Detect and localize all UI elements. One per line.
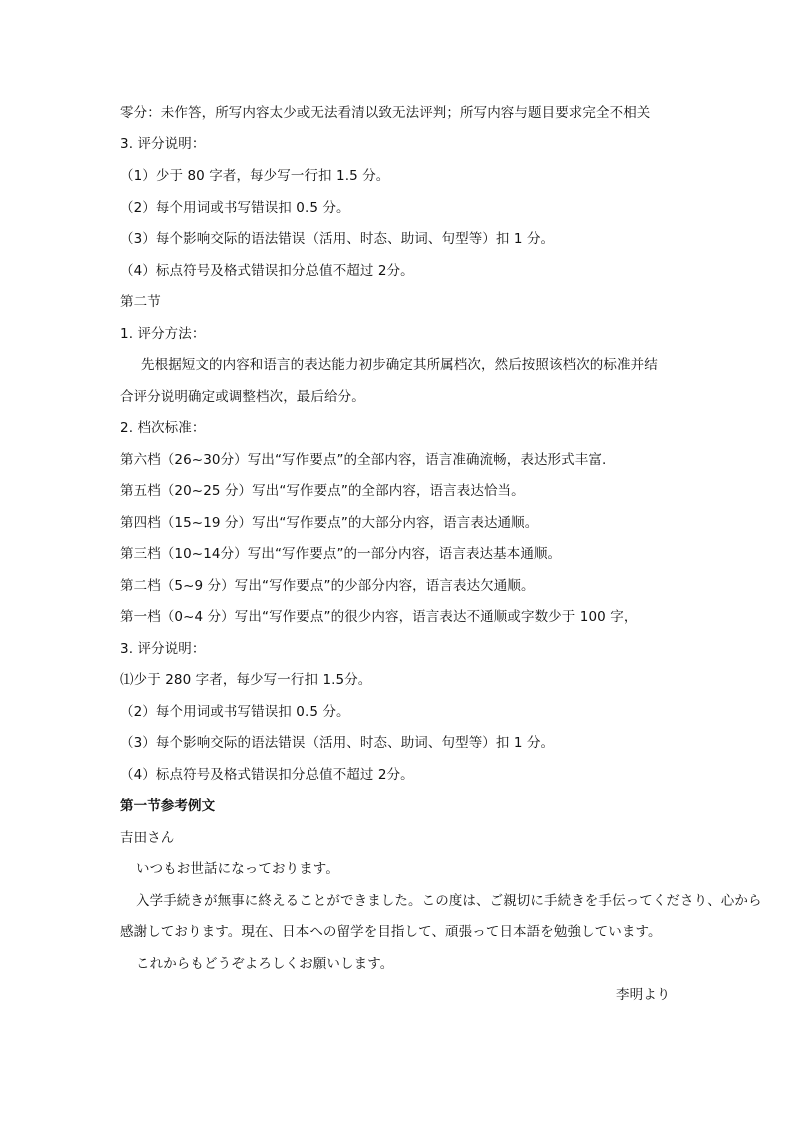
section-heading: 第二节 bbox=[120, 294, 161, 310]
text-line: 3. 评分说明： bbox=[120, 641, 206, 657]
text-line: 第三档（10~14分）写出“写作要点”的一部分内容，语言表达基本通顺。 bbox=[120, 546, 562, 562]
text-line: 第二档（5~9 分）写出“写作要点”的少部分内容，语言表达欠通顺。 bbox=[120, 578, 535, 594]
letter-signature: 李明より bbox=[616, 987, 671, 1003]
text-line: 第五档（20~25 分）写出“写作要点”的全部内容，语言表达恰当。 bbox=[120, 483, 525, 499]
text-line: 合评分说明确定或调整档次，最后给分。 bbox=[120, 389, 365, 405]
letter-line: これからもどうぞよろしくお願いします。 bbox=[136, 956, 394, 972]
text-line: ⑴少于 280 字者，每少写一行扣 1.5分。 bbox=[120, 672, 372, 688]
text-line: 第一档（0~4 分）写出“写作要点”的很少内容，语言表达不通顺或字数少于 100 字， bbox=[120, 609, 638, 625]
text-line: （3）每个影响交际的语法错误（活用、时态、助词、句型等）扣 1 分。 bbox=[120, 735, 555, 751]
text-line: 1. 评分方法： bbox=[120, 326, 206, 342]
text-line: （2）每个用词或书写错误扣 0.5 分。 bbox=[120, 200, 350, 216]
section-heading: 第一节参考例文 bbox=[120, 798, 216, 814]
text-line: （2）每个用词或书写错误扣 0.5 分。 bbox=[120, 704, 350, 720]
letter-salutation: 吉田さん bbox=[120, 830, 175, 846]
text-line: 第四档（15~19 分）写出“写作要点”的大部分内容，语言表达通顺。 bbox=[120, 515, 539, 531]
letter-line: いつもお世話になっております。 bbox=[136, 861, 339, 877]
text-line: （4）标点符号及格式错误扣分总值不超过 2分。 bbox=[120, 767, 414, 783]
text-line: （1）少于 80 字者，每少写一行扣 1.5 分。 bbox=[120, 168, 390, 184]
letter-line: 入学手続きが無事に終えることができました。この度は、ご親切に手続きを手伝ってくださり、心から bbox=[136, 893, 762, 909]
letter-line: 感謝しております。現在、日本への留学を目指して、頑張って日本語を勉強しています。 bbox=[120, 924, 662, 940]
text-line: （3）每个影响交际的语法错误（活用、时态、助词、句型等）扣 1 分。 bbox=[120, 231, 555, 247]
text-line: 3. 评分说明： bbox=[120, 136, 206, 152]
text-line: （4）标点符号及格式错误扣分总值不超过 2分。 bbox=[120, 263, 414, 279]
text-line: 零分：未作答，所写内容太少或无法看清以致无法评判；所写内容与题目要求完全不相关 bbox=[120, 105, 651, 121]
text-line: 先根据短文的内容和语言的表达能力初步确定其所属档次，然后按照该档次的标准并结 bbox=[141, 357, 658, 373]
text-line: 2. 档次标准： bbox=[120, 420, 206, 436]
text-line: 第六档（26~30分）写出“写作要点”的全部内容，语言准确流畅，表达形式丰富. bbox=[120, 452, 607, 468]
